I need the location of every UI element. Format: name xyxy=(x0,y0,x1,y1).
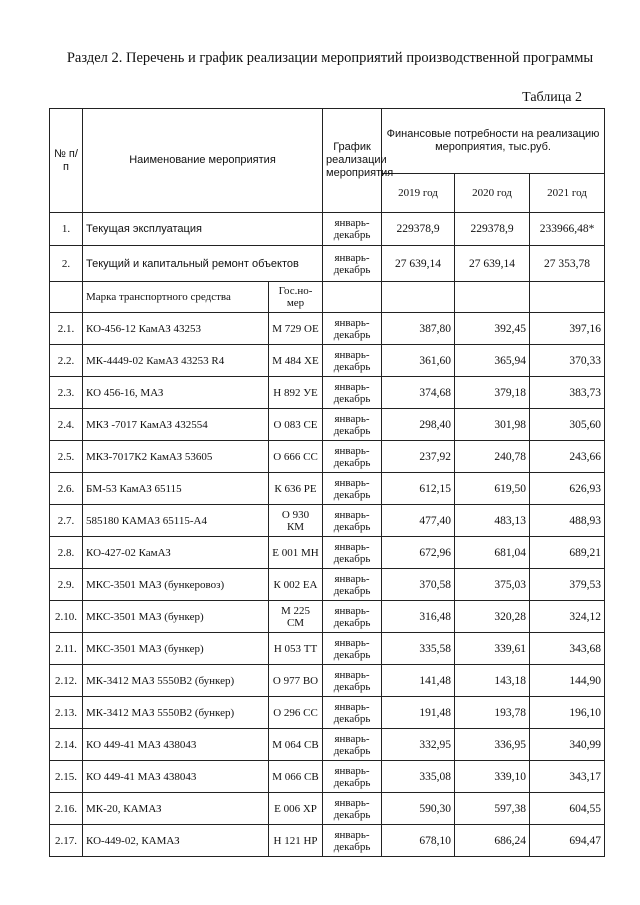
row-period: январь-декабрь xyxy=(323,345,382,377)
vehicle-brand: МК-3412 МАЗ 5550В2 (бункер) xyxy=(83,665,269,697)
row-num: 2. xyxy=(50,246,83,282)
value-2021: 343,17 xyxy=(530,761,605,793)
vehicle-row xyxy=(50,537,605,569)
row-num: 2.13. xyxy=(50,697,83,729)
value-2021: 305,60 xyxy=(530,409,605,441)
value-2020: 143,18 xyxy=(455,665,530,697)
row-num: 2.2. xyxy=(50,345,83,377)
vehicle-brand: МК-4449-02 КамАЗ 43253 R4 xyxy=(83,345,269,377)
vehicle-brand: КО-449-02, КАМАЗ xyxy=(83,825,269,857)
value-2021: 324,12 xyxy=(530,601,605,633)
sub-header-empty xyxy=(455,282,530,313)
value-2021: 243,66 xyxy=(530,441,605,473)
value-2021: 689,21 xyxy=(530,537,605,569)
value-2021: 379,53 xyxy=(530,569,605,601)
value-2019: 370,58 xyxy=(382,569,455,601)
vehicle-row xyxy=(50,793,605,825)
header-year-2020: 2020 год xyxy=(455,174,530,213)
vehicle-brand: КО 449-41 МАЗ 438043 xyxy=(83,761,269,793)
value-2021: 196,10 xyxy=(530,697,605,729)
row-num: 2.3. xyxy=(50,377,83,409)
value-2019: 27 639,14 xyxy=(382,246,455,282)
row-period: январь-декабрь xyxy=(323,213,382,246)
value-2020: 597,38 xyxy=(455,793,530,825)
vehicle-row xyxy=(50,825,605,857)
vehicle-plate: М 729 ОЕ xyxy=(269,313,323,345)
value-2019: 387,80 xyxy=(382,313,455,345)
value-2019: 332,95 xyxy=(382,729,455,761)
sub-header-empty xyxy=(530,282,605,313)
value-2020: 320,28 xyxy=(455,601,530,633)
header-year-2021: 2021 год xyxy=(530,174,605,213)
row-num: 1. xyxy=(50,213,83,246)
row-num: 2.16. xyxy=(50,793,83,825)
vehicle-row xyxy=(50,377,605,409)
vehicle-row xyxy=(50,697,605,729)
header-schedule: График реализации мероприятия xyxy=(323,109,382,213)
row-period: январь-декабрь xyxy=(323,633,382,665)
value-2021: 488,93 xyxy=(530,505,605,537)
vehicle-brand: КО-427-02 КамАЗ xyxy=(83,537,269,569)
vehicle-plate: О 296 СС xyxy=(269,697,323,729)
value-2020: 336,95 xyxy=(455,729,530,761)
value-2020: 392,45 xyxy=(455,313,530,345)
row-name: Текущая эксплуатация xyxy=(83,213,323,246)
value-2021: 694,47 xyxy=(530,825,605,857)
row-num: 2.7. xyxy=(50,505,83,537)
row-period: январь-декабрь xyxy=(323,729,382,761)
vehicle-brand: КО 456-16, МАЗ xyxy=(83,377,269,409)
value-2020: 483,13 xyxy=(455,505,530,537)
vehicle-row xyxy=(50,345,605,377)
value-2021: 343,68 xyxy=(530,633,605,665)
value-2021: 233966,48* xyxy=(530,213,605,246)
value-2020: 229378,9 xyxy=(455,213,530,246)
table-label: Таблица 2 xyxy=(522,90,582,105)
sub-header-empty xyxy=(323,282,382,313)
vehicle-row xyxy=(50,729,605,761)
row-period: январь-декабрь xyxy=(323,441,382,473)
vehicle-row xyxy=(50,761,605,793)
value-2020: 27 639,14 xyxy=(455,246,530,282)
vehicle-row xyxy=(50,633,605,665)
value-2019: 678,10 xyxy=(382,825,455,857)
value-2019: 672,96 xyxy=(382,537,455,569)
value-2020: 365,94 xyxy=(455,345,530,377)
vehicle-brand: МКЗ -7017 КамАЗ 432554 xyxy=(83,409,269,441)
value-2019: 316,48 xyxy=(382,601,455,633)
program-table xyxy=(49,108,605,857)
row-num: 2.4. xyxy=(50,409,83,441)
value-2019: 477,40 xyxy=(382,505,455,537)
value-2019: 361,60 xyxy=(382,345,455,377)
row-num: 2.12. xyxy=(50,665,83,697)
row-period: январь-декабрь xyxy=(323,409,382,441)
header-finance: Финансовые потребности на реализацию мероприятия, тыс.руб. xyxy=(382,109,605,174)
value-2020: 619,50 xyxy=(455,473,530,505)
vehicle-plate: О 083 СЕ xyxy=(269,409,323,441)
row-num: 2.17. xyxy=(50,825,83,857)
value-2019: 335,58 xyxy=(382,633,455,665)
header-name: Наименование мероприятия xyxy=(83,109,323,213)
vehicle-brand: МКС-3501 МАЗ (бункер) xyxy=(83,633,269,665)
row-period: январь-декабрь xyxy=(323,761,382,793)
vehicle-brand: МКЗ-7017К2 КамАЗ 53605 xyxy=(83,441,269,473)
value-2019: 298,40 xyxy=(382,409,455,441)
vehicle-row xyxy=(50,409,605,441)
vehicle-brand: МК-20, КАМАЗ xyxy=(83,793,269,825)
row-num: 2.14. xyxy=(50,729,83,761)
value-2019: 237,92 xyxy=(382,441,455,473)
value-2021: 397,16 xyxy=(530,313,605,345)
value-2021: 370,33 xyxy=(530,345,605,377)
row-period: январь-декабрь xyxy=(323,793,382,825)
value-2020: 240,78 xyxy=(455,441,530,473)
vehicle-row xyxy=(50,665,605,697)
row-period: январь-декабрь xyxy=(323,505,382,537)
row-period: январь-декабрь xyxy=(323,473,382,505)
sub-header-plate: Гос.но-мер xyxy=(269,282,323,313)
summary-row xyxy=(50,246,605,282)
vehicle-plate: М 484 ХЕ xyxy=(269,345,323,377)
vehicle-plate: М 066 СВ xyxy=(269,761,323,793)
row-num: 2.11. xyxy=(50,633,83,665)
vehicle-plate: Н 121 НР xyxy=(269,825,323,857)
vehicle-plate: М 064 СВ xyxy=(269,729,323,761)
value-2021: 383,73 xyxy=(530,377,605,409)
row-num: 2.9. xyxy=(50,569,83,601)
vehicle-brand: 585180 КАМАЗ 65115-А4 xyxy=(83,505,269,537)
header-row xyxy=(50,109,605,174)
value-2021: 626,93 xyxy=(530,473,605,505)
row-num: 2.10. xyxy=(50,601,83,633)
section-title: Раздел 2. Перечень и график реализации мероприятий производственной программы xyxy=(66,50,594,66)
value-2021: 144,90 xyxy=(530,665,605,697)
value-2020: 339,61 xyxy=(455,633,530,665)
row-num: 2.5. xyxy=(50,441,83,473)
vehicle-plate: М 225 СМ xyxy=(269,601,323,633)
value-2019: 335,08 xyxy=(382,761,455,793)
value-2020: 301,98 xyxy=(455,409,530,441)
vehicle-brand: КО-456-12 КамАЗ 43253 xyxy=(83,313,269,345)
value-2021: 27 353,78 xyxy=(530,246,605,282)
sub-header-row xyxy=(50,282,605,313)
vehicle-row xyxy=(50,473,605,505)
value-2020: 193,78 xyxy=(455,697,530,729)
vehicle-plate: О 930 КМ xyxy=(269,505,323,537)
vehicle-brand: МКС-3501 МАЗ (бункеровоз) xyxy=(83,569,269,601)
row-period: январь-декабрь xyxy=(323,569,382,601)
row-period: январь-декабрь xyxy=(323,697,382,729)
value-2019: 191,48 xyxy=(382,697,455,729)
value-2019: 612,15 xyxy=(382,473,455,505)
summary-row xyxy=(50,213,605,246)
value-2020: 686,24 xyxy=(455,825,530,857)
sub-header-brand: Марка транспортного средства xyxy=(83,282,269,313)
vehicle-plate: О 977 ВО xyxy=(269,665,323,697)
row-period: январь-декабрь xyxy=(323,246,382,282)
value-2020: 375,03 xyxy=(455,569,530,601)
row-num: 2.15. xyxy=(50,761,83,793)
value-2019: 141,48 xyxy=(382,665,455,697)
value-2019: 229378,9 xyxy=(382,213,455,246)
vehicle-brand: БМ-53 КамАЗ 65115 xyxy=(83,473,269,505)
row-period: январь-декабрь xyxy=(323,825,382,857)
vehicle-plate: О 666 СС xyxy=(269,441,323,473)
vehicle-row xyxy=(50,441,605,473)
value-2019: 374,68 xyxy=(382,377,455,409)
vehicle-row xyxy=(50,569,605,601)
vehicle-row xyxy=(50,505,605,537)
vehicle-row xyxy=(50,313,605,345)
row-period: январь-декабрь xyxy=(323,665,382,697)
value-2019: 590,30 xyxy=(382,793,455,825)
row-period: январь-декабрь xyxy=(323,537,382,569)
value-2021: 604,55 xyxy=(530,793,605,825)
vehicle-plate: Е 001 МН xyxy=(269,537,323,569)
row-name: Текущий и капитальный ремонт объектов xyxy=(83,246,323,282)
sub-header-num xyxy=(50,282,83,313)
value-2020: 379,18 xyxy=(455,377,530,409)
vehicle-brand: МК-3412 МАЗ 5550В2 (бункер) xyxy=(83,697,269,729)
row-period: январь-декабрь xyxy=(323,377,382,409)
row-num: 2.8. xyxy=(50,537,83,569)
header-year-2019: 2019 год xyxy=(382,174,455,213)
vehicle-row xyxy=(50,601,605,633)
vehicle-brand: КО 449-41 МАЗ 438043 xyxy=(83,729,269,761)
header-num: № п/п xyxy=(50,109,83,213)
vehicle-plate: Н 892 УЕ xyxy=(269,377,323,409)
vehicle-plate: Н 053 ТТ xyxy=(269,633,323,665)
vehicle-plate: Е 006 ХР xyxy=(269,793,323,825)
row-period: январь-декабрь xyxy=(323,313,382,345)
vehicle-brand: МКС-3501 МАЗ (бункер) xyxy=(83,601,269,633)
vehicle-plate: К 636 РЕ xyxy=(269,473,323,505)
value-2020: 339,10 xyxy=(455,761,530,793)
row-num: 2.6. xyxy=(50,473,83,505)
sub-header-empty xyxy=(382,282,455,313)
row-period: январь-декабрь xyxy=(323,601,382,633)
vehicle-plate: К 002 ЕА xyxy=(269,569,323,601)
value-2020: 681,04 xyxy=(455,537,530,569)
row-num: 2.1. xyxy=(50,313,83,345)
value-2021: 340,99 xyxy=(530,729,605,761)
